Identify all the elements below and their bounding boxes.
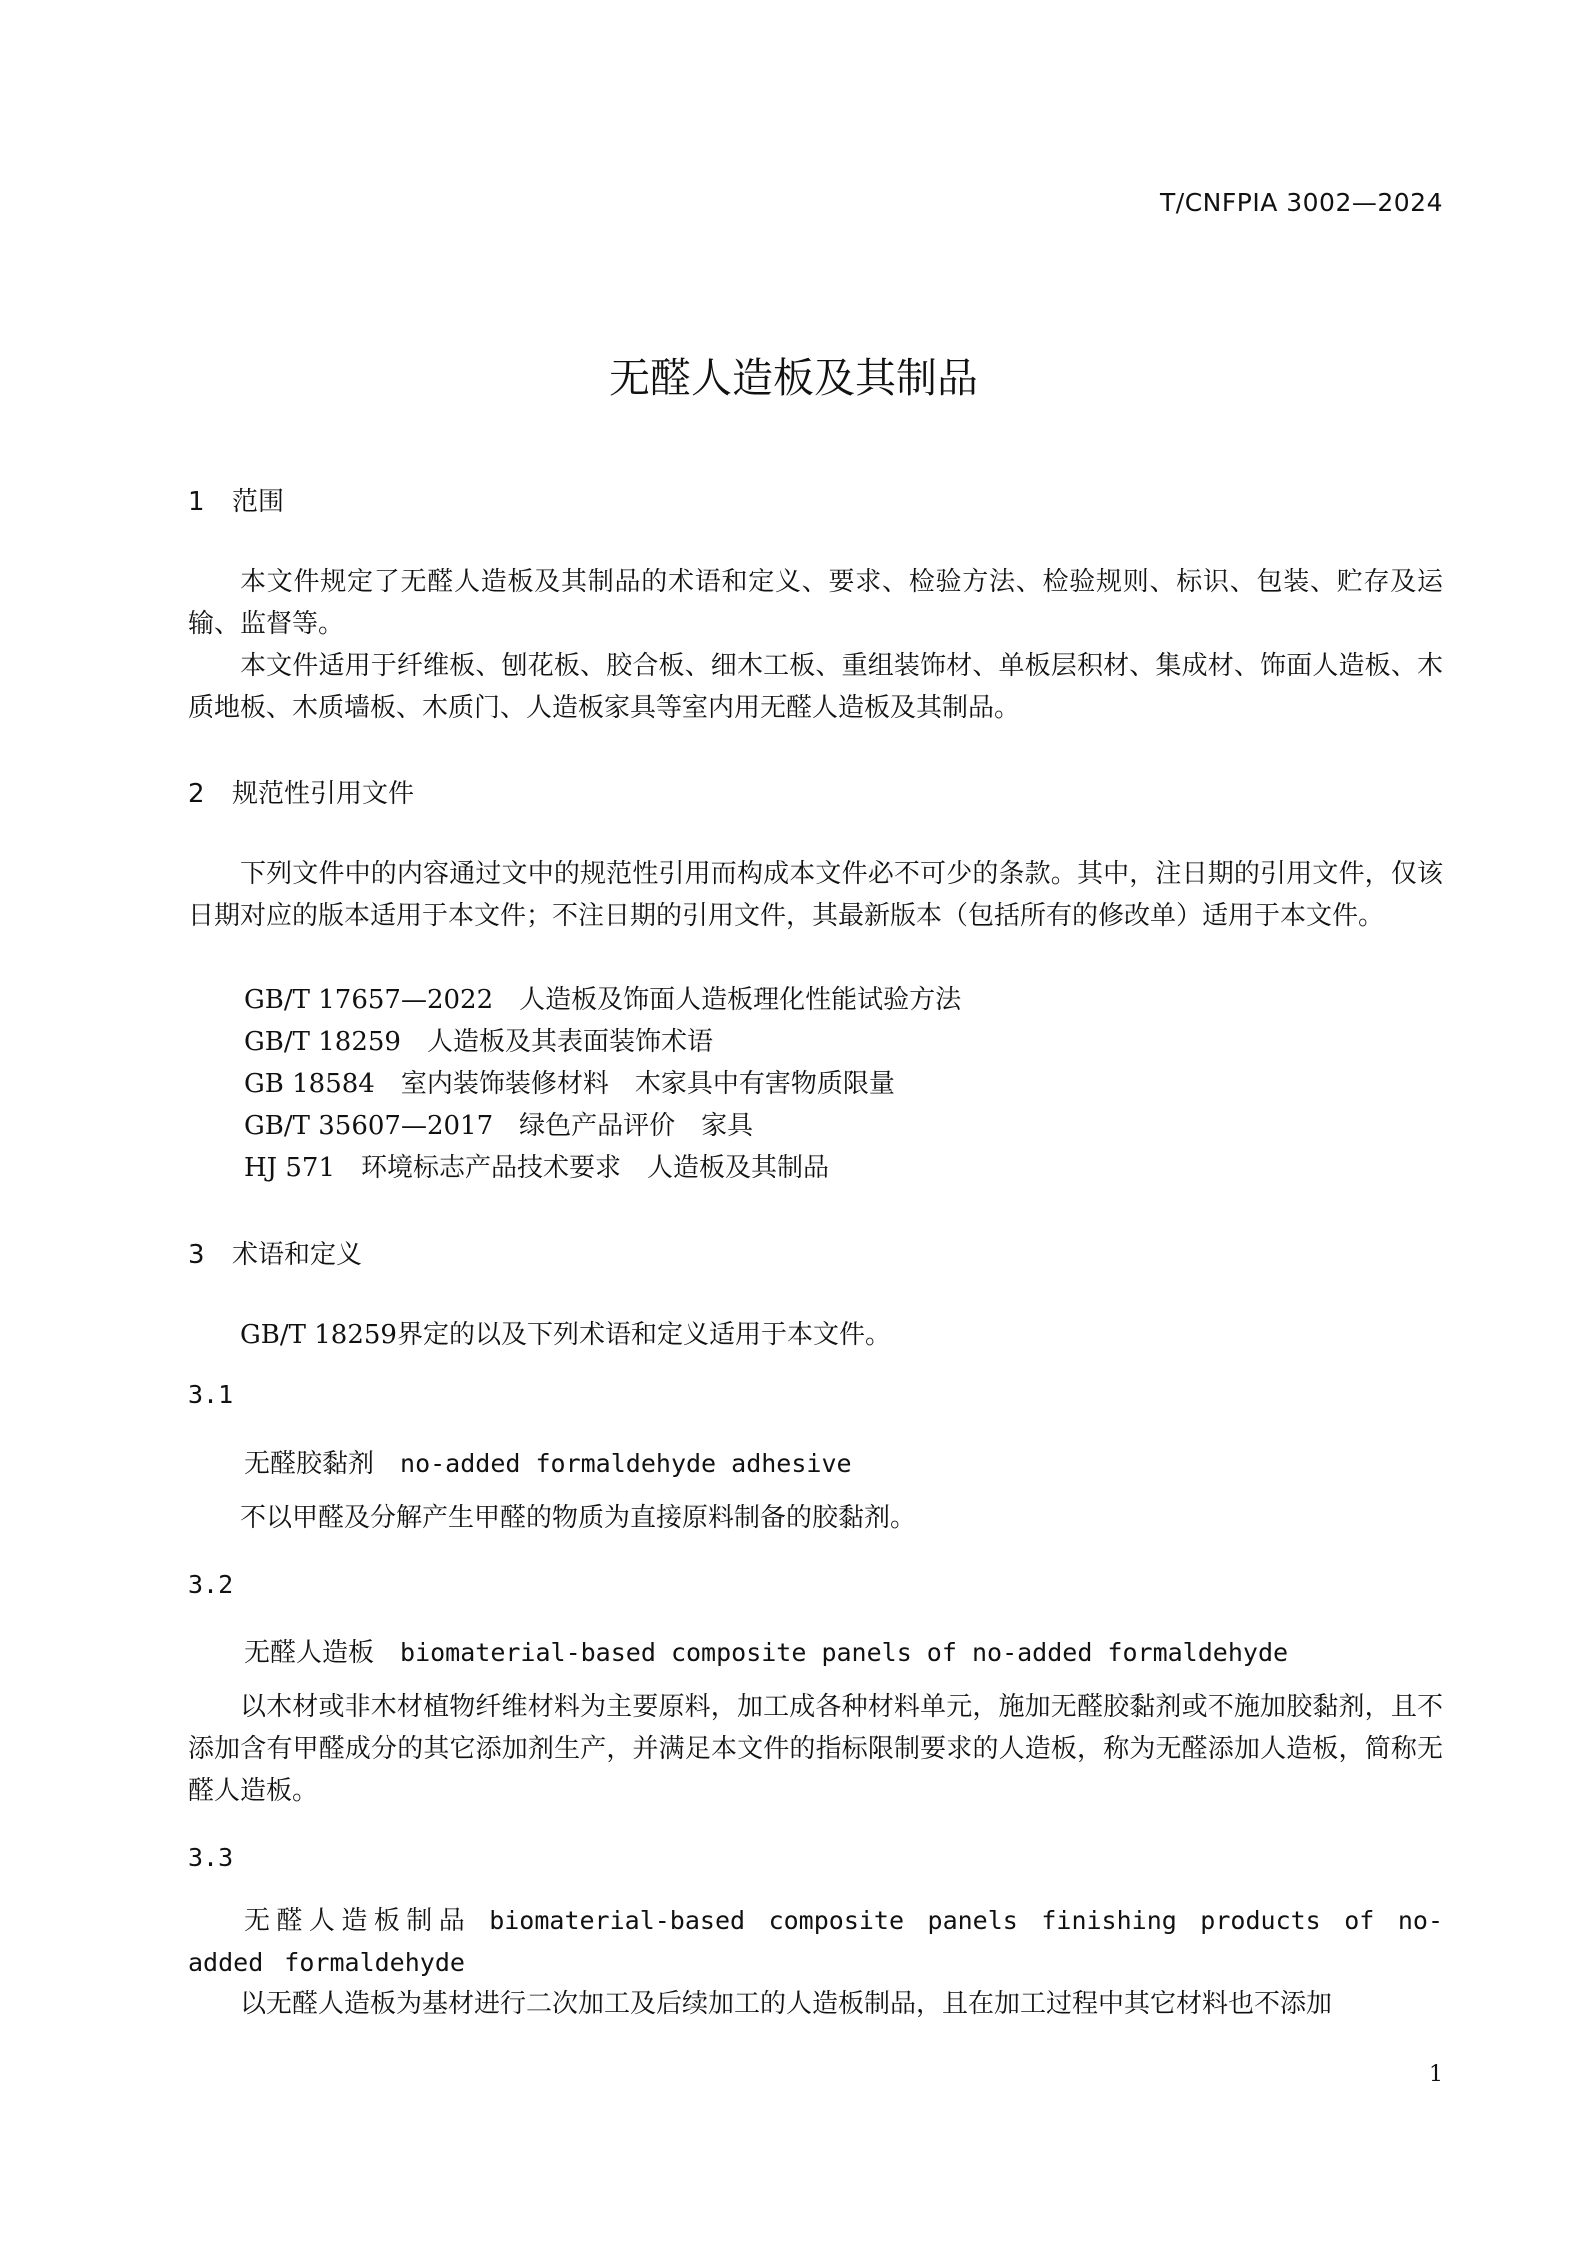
section-number: 1: [188, 487, 205, 517]
term-en: no-added formaldehyde adhesive: [400, 1449, 852, 1478]
term-zh: 无醛胶黏剂: [244, 1449, 375, 1479]
scope-paragraph-2: 本文件适用于纤维板、刨花板、胶合板、细木工板、重组装饰材、单板层积材、集成材、饰面人造板、木质地板、木质墙板、木质门、人造板家具等室内用无醛人造板及其制品。: [188, 651, 1443, 723]
term-number: 3.1: [188, 1380, 234, 1409]
term-number: 3.3: [188, 1843, 234, 1872]
term-definition: 不以甲醛及分解产生甲醛的物质为直接原料制备的胶黏剂。: [240, 1503, 917, 1533]
scope-paragraph-1: 本文件规定了无醛人造板及其制品的术语和定义、要求、检验方法、检验规则、标识、包装、贮存及运输、监督等。: [188, 567, 1443, 639]
term-definition: 以无醛人造板为基材进行二次加工及后续加工的人造板制品，且在加工过程中其它材料也不添加: [240, 1989, 1333, 2019]
section-heading-scope: [188, 481, 1443, 518]
reference-title: 人造板及饰面人造板理化性能试验方法: [519, 985, 962, 1015]
section-title: 术语和定义: [232, 1240, 363, 1270]
references-intro: 下列文件中的内容通过文中的规范性引用而构成本文件必不可少的条款。其中，注日期的引用文件，仅该日期对应的版本适用于本文件；不注日期的引用文件，其最新版本（包括所有的修改单）适用于本文件。: [188, 859, 1443, 931]
term-zh: 无醛人造板制品: [244, 1906, 472, 1936]
reference-title: 室内装饰装修材料 木家具中有害物质限量: [400, 1069, 895, 1099]
section-number: 3: [188, 1240, 205, 1270]
section-title: 规范性引用文件: [232, 779, 415, 809]
doc-number: T/CNFPIA 3002—2024: [1160, 188, 1443, 217]
reference-code: GB/T 35607—2017: [244, 1111, 494, 1141]
reference-title: 绿色产品评价 家具: [519, 1111, 754, 1141]
term-number: 3.2: [188, 1570, 234, 1599]
terms-intro: GB/T 18259界定的以及下列术语和定义适用于本文件。: [240, 1320, 891, 1350]
reference-title: 人造板及其表面装饰术语: [426, 1027, 713, 1057]
reference-code: GB/T 18259: [244, 1027, 401, 1057]
reference-title: 环境标志产品技术要求 人造板及其制品: [361, 1153, 830, 1183]
reference-item: [244, 1105, 753, 1147]
section-number: 2: [188, 779, 205, 809]
page-number: 1: [1429, 2062, 1443, 2087]
section-heading-normative-references: [188, 773, 1443, 810]
reference-item: [244, 1021, 713, 1063]
term-zh: 无醛人造板: [244, 1638, 375, 1668]
section-title: 范围: [232, 487, 285, 517]
term-en: biomaterial-based composite panels of no-added formaldehyde: [400, 1638, 1289, 1667]
section-heading-terms-definitions: [188, 1234, 1443, 1271]
reference-code: GB/T 17657—2022: [244, 985, 494, 1015]
term-heading: [188, 1900, 1443, 1984]
term-heading: [244, 1632, 1288, 1669]
reference-item: [244, 979, 961, 1021]
reference-code: HJ 571: [244, 1153, 335, 1183]
reference-item: [244, 1147, 829, 1189]
reference-code: GB 18584: [244, 1069, 375, 1099]
term-en: biomaterial-based composite panels finishing products of no-added formaldehyde: [188, 1906, 1443, 1977]
term-heading: [244, 1443, 852, 1480]
document-title: 无醛人造板及其制品: [609, 354, 978, 402]
term-definition: 以木材或非木材植物纤维材料为主要原料，加工成各种材料单元，施加无醛胶黏剂或不施加胶黏剂，且不添加含有甲醛成分的其它添加剂生产，并满足本文件的指标限制要求的人造板，称为无醛添加人造板，简称无醛人造板。: [188, 1692, 1443, 1806]
reference-item: [244, 1063, 895, 1105]
